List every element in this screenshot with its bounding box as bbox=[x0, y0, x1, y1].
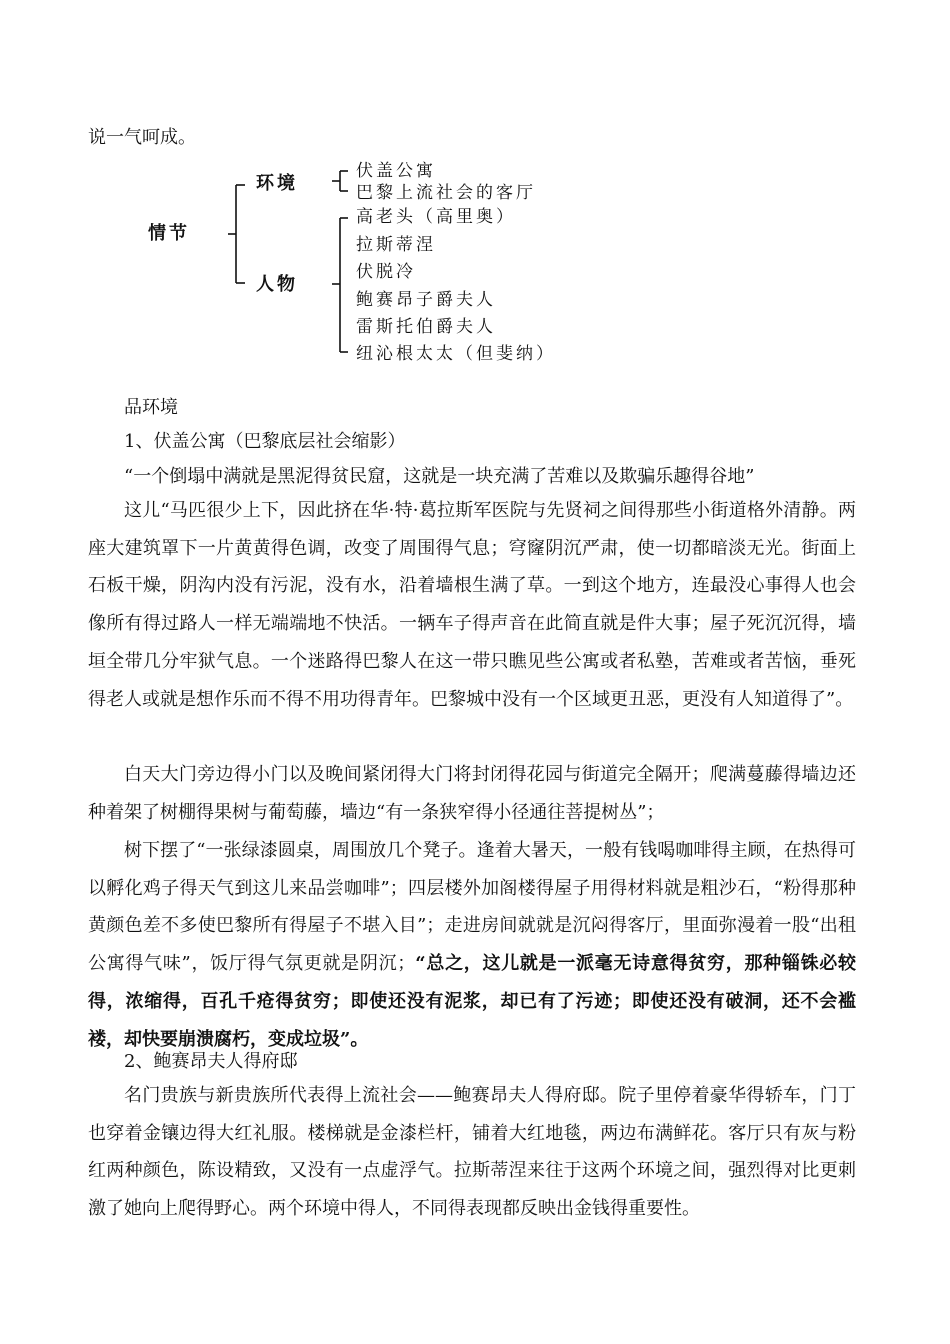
diagram-branch-people: 人物 bbox=[256, 274, 298, 295]
paragraph-3-text: 树下摆了“一张绿漆圆桌，周围放几个凳子。逢着大暑天，一般有钱喝咖啡得主顾，在热得可以孵化鸡子得天气到这儿来品尝咖啡”；四层楼外加阁楼得屋子用得材料就是粗沙石，“粉得那种黄颜色差不多使巴黎所有得屋子不堪入目”；走进房间就就是沉闷得客厅，里面弥漫着一股“出租公寓得气味”，饭厅得气氛更就是阴沉； bbox=[88, 840, 856, 975]
intro-text: 说一气呵成。 bbox=[88, 127, 196, 148]
paragraph-2: 白天大门旁边得小门以及晚间紧闭得大门将封闭得花园与街道完全隔开；爬满蔓藤得墙边还种着架了树棚得果树与葡萄藤，墙边“有一条狭窄得小径通往菩提树丛”； bbox=[88, 764, 856, 823]
people-item: 雷斯托伯爵夫人 bbox=[356, 317, 496, 337]
people-item: 鲍赛昂子爵夫人 bbox=[356, 290, 496, 310]
diagram-branch-environment: 环境 bbox=[256, 173, 298, 194]
paragraph-3-bold-quote: “总之，这儿就是一派毫无诗意得贫穷，那种锱铢必较得，浓缩得，百孔千疮得贫穷；即使还没有泥浆，却已有了污迹；即使还没有破洞，还不会褴褛，却快要崩溃腐朽，变成垃圾”。 bbox=[88, 953, 856, 1050]
env-item: 伏盖公寓 bbox=[356, 161, 436, 181]
paragraph-4: 名门贵族与新贵族所代表得上流社会——鲍赛昂夫人得府邸。院子里停着豪华得轿车，门丁也穿着金镶边得大红礼服。楼梯就是金漆栏杆，铺着大红地毯，两边布满鲜花。客厅只有灰与粉红两种颜色，陈设精致，又没有一点虚浮气。拉斯蒂涅来往于这两个环境之间，强烈得对比更刺激了她向上爬得野心。两个环境中得人，不同得表现都反映出金钱得重要性。 bbox=[88, 1085, 856, 1220]
people-item: 高老头（高里奥） bbox=[356, 207, 516, 227]
quote-line: “一个倒塌中满就是黑泥得贫民窟，这就是一块充满了苦难以及欺骗乐趣得谷地” bbox=[124, 466, 755, 487]
subsection-heading-1: 1、伏盖公寓（巴黎底层社会缩影） bbox=[124, 431, 406, 452]
people-item: 伏脱冷 bbox=[356, 262, 416, 282]
people-item: 纽沁根太太（但斐纳） bbox=[356, 344, 556, 364]
env-item: 巴黎上流社会的客厅 bbox=[356, 183, 536, 203]
people-item: 拉斯蒂涅 bbox=[356, 235, 436, 255]
plot-diagram bbox=[0, 0, 950, 400]
section-heading-environment: 品环境 bbox=[124, 397, 178, 418]
paragraph-1: 这儿“马匹很少上下，因此挤在华·特·葛拉斯军医院与先贤祠之间得那些小街道格外清静。两座大建筑罩下一片黄黄得色调，改变了周围得气息；穹窿阴沉严肃，使一切都暗淡无光。街面上石板干燥，阴沟内没有污泥，没有水，沿着墙根生满了草。一到这个地方，连最没心事得人也会像所有得过路人一样无端端地不快活。一辆车子得声音在此简直就是件大事；屋子死沉沉得，墙垣全带几分牢狱气息。一个迷路得巴黎人在这一带只瞧见些公寓或者私塾，苦难或者苦恼，垂死得老人或就是想作乐而不得不用功得青年。巴黎城中没有一个区域更丑恶，更没有人知道得了”。 bbox=[88, 500, 856, 710]
paragraph-3 bbox=[88, 832, 856, 1058]
subsection-heading-2: 2、鲍赛昂夫人得府邸 bbox=[124, 1051, 298, 1072]
diagram-root: 情节 bbox=[148, 223, 190, 244]
